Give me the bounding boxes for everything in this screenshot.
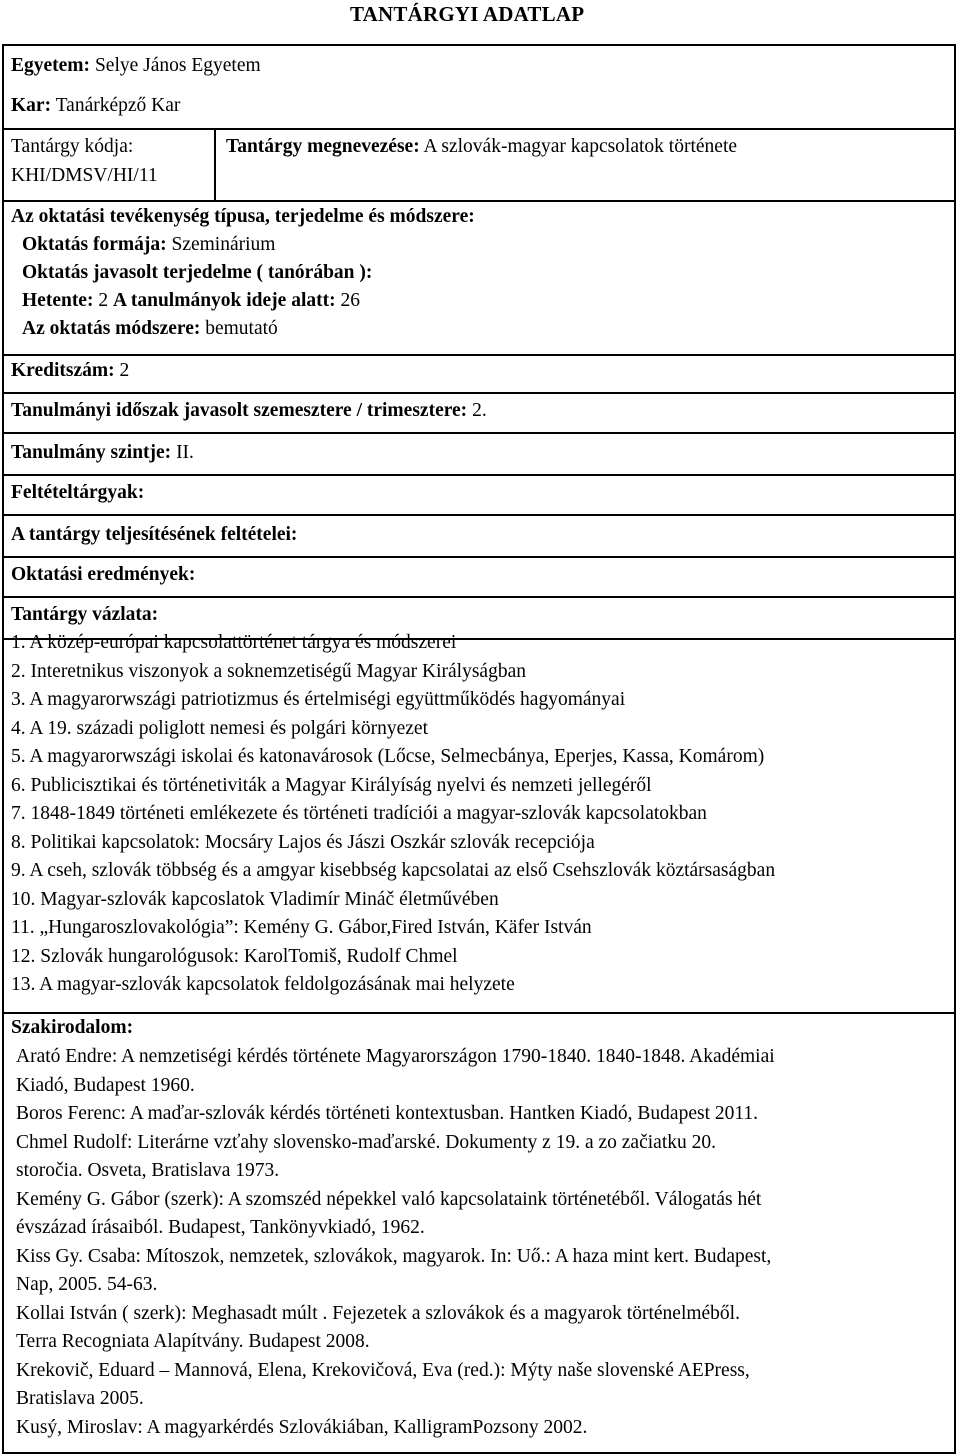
semester-value: 2. (472, 400, 487, 421)
course-code-label: Tantárgy kódja: (11, 136, 134, 157)
literature-line: Kiadó, Budapest 1960. (16, 1075, 195, 1096)
faculty-value: Tanárképző Kar (55, 95, 181, 116)
outline-item: 3. A magyarorwszági patriotizmus és értelmiségi együttműködés hagyományai (11, 689, 626, 710)
total-label: A tanulmányok ideje alatt: (112, 290, 336, 311)
activity-scope-label: Oktatás javasolt terjedelme ( tanórában ): (22, 262, 373, 283)
literature-line: Boros Ferenc: A maďar-szlovák kérdés történeti kontextusban. Hantken Kiadó, Budapest 2011. (16, 1103, 759, 1124)
faculty-row (11, 95, 180, 117)
level-value: II. (176, 442, 194, 463)
literature-line: Kiss Gy. Csaba: Mítoszok, nemzetek, szlovákok, magyarok. In: Uő.: A haza mint kert. Budapest, (16, 1246, 772, 1267)
activity-form-label: Oktatás formája: (22, 234, 167, 255)
row-divider (4, 392, 954, 394)
activity-hours-row (22, 290, 360, 312)
row-divider (4, 354, 954, 356)
outline-item: 1. A közép-európai kapcsolattörténet tárgya és módszerei (11, 632, 457, 653)
literature-line: Kusý, Miroslav: A magyarkérdés Szlovákiában, KalligramPozsony 2002. (16, 1417, 588, 1438)
document-title: TANTÁRGYI ADATLAP (350, 2, 585, 26)
outline-item: 11. „Hungaroszlovakológia”: Kemény G. Gábor,Fired István, Käfer István (11, 917, 592, 938)
literature-label: Szakirodalom: (11, 1017, 134, 1038)
row-divider (4, 474, 954, 476)
course-name-label: Tantárgy megnevezése: (226, 136, 420, 157)
literature-line: storočia. Osveta, Bratislava 1973. (16, 1160, 280, 1181)
weekly-label: Hetente: (22, 290, 94, 311)
credits-row (11, 360, 129, 382)
activity-form-value: Szeminárium (171, 234, 276, 255)
literature-line: Kemény G. Gábor (szerk): A szomszéd népekkel való kapcsolataink történetéből. Válogatás hét (16, 1189, 762, 1210)
literature-line: Arató Endre: A nemzetiségi kérdés története Magyarországon 1790-1840. 1840-1848. Akadémiai (16, 1046, 775, 1067)
outline-item: 5. A magyarorwszági iskolai és katonavárosok (Lőcse, Selmecbánya, Eperjes, Kassa, Komárom) (11, 746, 765, 767)
faculty-label: Kar: (11, 95, 52, 116)
course-code-value: KHI/DMSV/HI/11 (11, 165, 158, 186)
outline-item: 8. Politikai kapcsolatok: Mocsáry Lajos és Jászi Oszkár szlovák recepciója (11, 832, 595, 853)
literature-line: évszázad írásaiból. Budapest, Tankönyvkiadó, 1962. (16, 1217, 425, 1238)
literature-line: Nap, 2005. 54-63. (16, 1274, 158, 1295)
university-row (11, 55, 261, 77)
outline-item: 2. Interetnikus viszonyok a soknemzetiségű Magyar Királyságban (11, 661, 526, 682)
activity-form-row (22, 234, 275, 256)
literature-line: Krekovič, Eduard – Mannová, Elena, Krekovičová, Eva (red.): Mýty naše slovenské AEPress, (16, 1360, 750, 1381)
outline-item: 7. 1848-1849 történeti emlékezete és történeti tradíciói a magyar-szlovák kapcsolatokban (11, 803, 707, 824)
course-datasheet-table (2, 44, 956, 1454)
prerequisites-label: Feltételtárgyak: (11, 482, 145, 503)
total-value: 26 (340, 290, 360, 311)
method-value: bemutató (205, 318, 278, 339)
level-label: Tanulmány szintje: (11, 442, 172, 463)
semester-row (11, 400, 487, 422)
activity-method-row (22, 318, 278, 340)
row-divider (4, 200, 954, 202)
literature-line: Kollai István ( szerk): Meghasadt múlt . Fejezetek a szlovákok és a magyarok történelméből. (16, 1303, 740, 1324)
literature-line: Terra Recogniata Alapítvány. Budapest 2008. (16, 1331, 370, 1352)
university-value: Selye János Egyetem (94, 55, 261, 76)
outline-item: 10. Magyar-szlovák kapcoslatok Vladimír Mináč életművében (11, 889, 499, 910)
credits-value: 2 (119, 360, 130, 381)
outcomes-label: Oktatási eredmények: (11, 564, 196, 585)
credits-label: Kreditszám: (11, 360, 115, 381)
outline-item: 6. Publicisztikai és történetiviták a Magyar Királyíság nyelvi és nemzeti jellegéről (11, 775, 652, 796)
outline-item: 13. A magyar-szlovák kapcsolatok feldolgozásának mai helyzete (11, 974, 515, 995)
activity-heading: Az oktatási tevékenység típusa, terjedelme és módszere: (11, 206, 475, 227)
row-divider (4, 556, 954, 558)
outline-item: 12. Szlovák hungarológusok: KarolTomiš, Rudolf Chmel (11, 946, 458, 967)
row-divider (4, 514, 954, 516)
conditions-label: A tantárgy teljesítésének feltételei: (11, 524, 298, 545)
literature-line: Bratislava 2005. (16, 1388, 144, 1409)
outline-item: 9. A cseh, szlovák többség és a amgyar kisebbség kapcsolatai az első Csehszlovák köztársaságban (11, 860, 776, 881)
cell-divider (214, 128, 216, 200)
outline-item: 4. A 19. századi poliglott nemesi és polgári környezet (11, 718, 428, 739)
row-divider (4, 128, 954, 130)
row-divider (4, 596, 954, 598)
course-name-value: A szlovák-magyar kapcsolatok története (423, 136, 738, 157)
row-divider (4, 1012, 954, 1014)
weekly-value: 2 (98, 290, 109, 311)
semester-label: Tanulmányi időszak javasolt szemesztere / trimesztere: (11, 400, 468, 421)
course-name-row (226, 136, 737, 158)
row-divider (4, 432, 954, 434)
method-label: Az oktatás módszere: (22, 318, 201, 339)
outline-label: Tantárgy vázlata: (11, 604, 159, 625)
level-row (11, 442, 194, 464)
literature-line: Chmel Rudolf: Literárne vzťahy slovensko-maďarské. Dokumenty z 19. a zo začiatku 20. (16, 1132, 716, 1153)
university-label: Egyetem: (11, 55, 91, 76)
